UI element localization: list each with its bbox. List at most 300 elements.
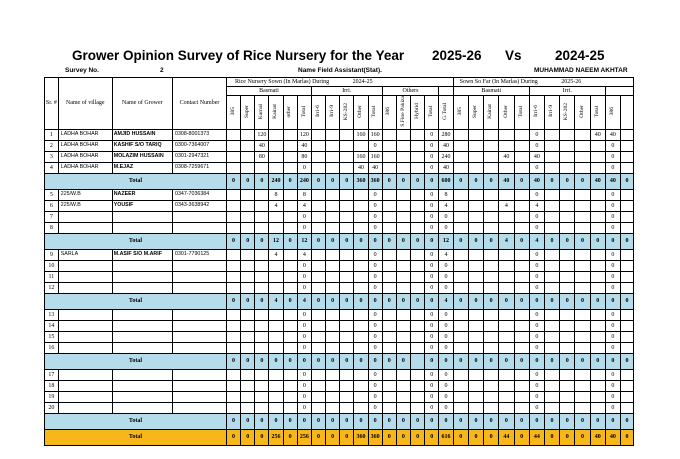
column-header-label: Total (593, 105, 600, 118)
cell-value: 0 (425, 331, 439, 342)
cell-value (354, 222, 368, 233)
cell-value (468, 260, 483, 271)
cell-value (255, 402, 269, 413)
cell-value (226, 320, 240, 331)
table-row (45, 151, 634, 162)
cell-value (382, 391, 396, 402)
cell-value (621, 380, 634, 391)
cell-value: 0 (297, 369, 311, 380)
cell-serial: 2 (45, 140, 59, 151)
cell-value (283, 260, 297, 271)
cell-value (311, 369, 325, 380)
table-row (45, 222, 634, 233)
cell-value (396, 391, 410, 402)
cell-value (255, 282, 269, 293)
cell-value (283, 320, 297, 331)
cell-value (326, 369, 340, 380)
cell-value: 0 (529, 140, 544, 151)
total-cell: 0 (425, 413, 439, 429)
total-cell: 0 (590, 233, 605, 249)
cell-value (621, 189, 634, 200)
cell-value: 0 (425, 222, 439, 233)
total-label: Total (45, 429, 227, 445)
cell-value: 0 (297, 271, 311, 282)
cell-value (575, 189, 590, 200)
title-vs: Vs (505, 48, 522, 63)
cell-value (575, 309, 590, 320)
cell-value (326, 331, 340, 342)
cell-value (269, 402, 283, 413)
total-cell: 0 (241, 173, 255, 189)
cell-value (544, 200, 559, 211)
cell-value (283, 151, 297, 162)
total-cell: 0 (544, 173, 559, 189)
cell-value (311, 380, 325, 391)
cell-value (382, 222, 396, 233)
cell-value (514, 222, 529, 233)
cell-contact (173, 222, 227, 233)
header-village: Name of village (58, 78, 112, 130)
cell-value: 0 (605, 282, 620, 293)
cell-value (453, 342, 468, 353)
total-cell: 0 (484, 429, 499, 445)
survey-table (44, 77, 634, 446)
cell-value: 40 (529, 151, 544, 162)
cell-village (58, 391, 112, 402)
total-cell: 0 (241, 429, 255, 445)
cell-value (560, 380, 575, 391)
total-cell: 40 (590, 429, 605, 445)
header-sr: Sr. # (45, 78, 59, 130)
total-cell: 0 (255, 413, 269, 429)
cell-value (544, 309, 559, 320)
cell-value (226, 140, 240, 151)
total-cell: 0 (514, 233, 529, 249)
cell-value (410, 222, 424, 233)
table-row (45, 200, 634, 211)
cell-value (396, 162, 410, 173)
column-header (396, 96, 410, 130)
cell-value: 40 (439, 140, 453, 151)
total-cell: 0 (382, 173, 396, 189)
cell-value (484, 320, 499, 331)
cell-value (396, 380, 410, 391)
cell-value (560, 271, 575, 282)
cell-value (560, 282, 575, 293)
cell-contact: 0301-7790125 (173, 249, 227, 260)
cell-value: 0 (529, 162, 544, 173)
header-irri-current: Irri. (529, 87, 605, 96)
cell-value: 8 (439, 189, 453, 200)
total-cell: 0 (425, 173, 439, 189)
subtotal-row (45, 233, 634, 249)
cell-value: 40 (590, 129, 605, 140)
total-cell: 0 (529, 353, 544, 369)
total-cell: 0 (311, 173, 325, 189)
cell-value (590, 369, 605, 380)
cell-value (226, 260, 240, 271)
cell-value (354, 211, 368, 222)
title-main: Grower Opinion Survey of Rice Nursery for the Year (72, 48, 405, 63)
cell-value: 0 (368, 369, 382, 380)
total-cell: 0 (425, 353, 439, 369)
cell-village (58, 342, 112, 353)
cell-value (311, 140, 325, 151)
cell-value (255, 320, 269, 331)
cell-value (269, 320, 283, 331)
total-cell: 0 (425, 233, 439, 249)
cell-value (590, 402, 605, 413)
cell-village (58, 402, 112, 413)
cell-value (283, 129, 297, 140)
cell-value (453, 331, 468, 342)
total-cell: 0 (544, 353, 559, 369)
cell-value (340, 260, 354, 271)
cell-value: 0 (439, 380, 453, 391)
column-header-label: Other (578, 105, 585, 118)
total-cell: 40 (590, 173, 605, 189)
cell-value (468, 320, 483, 331)
cell-value (340, 129, 354, 140)
cell-value: 0 (425, 260, 439, 271)
total-cell: 0 (439, 353, 453, 369)
cell-value (269, 309, 283, 320)
cell-value (453, 309, 468, 320)
cell-value (560, 222, 575, 233)
total-cell: 12 (297, 233, 311, 249)
cell-value (382, 380, 396, 391)
cell-value (544, 211, 559, 222)
cell-value (283, 282, 297, 293)
total-cell: 0 (499, 353, 514, 369)
cell-value: 0 (529, 331, 544, 342)
total-cell: 0 (605, 413, 620, 429)
cell-value: 0 (297, 222, 311, 233)
cell-value: 0 (605, 271, 620, 282)
total-cell: 0 (514, 429, 529, 445)
cell-value (468, 271, 483, 282)
cell-value (283, 222, 297, 233)
cell-value (269, 151, 283, 162)
cell-value: 0 (368, 200, 382, 211)
survey-meta (0, 67, 680, 77)
cell-grower (112, 331, 172, 342)
title-year-previous: 2024-25 (555, 48, 605, 63)
cell-value (484, 162, 499, 173)
cell-value: 4 (499, 200, 514, 211)
cell-value (311, 151, 325, 162)
total-cell: 0 (326, 233, 340, 249)
total-cell: 240 (297, 173, 311, 189)
cell-value (340, 189, 354, 200)
cell-value: 0 (605, 369, 620, 380)
column-header-label: Super (472, 104, 479, 118)
total-cell (410, 353, 424, 369)
cell-value (575, 282, 590, 293)
cell-value: 0 (297, 162, 311, 173)
total-cell: 0 (297, 353, 311, 369)
cell-value (382, 331, 396, 342)
cell-value (269, 331, 283, 342)
cell-value (382, 151, 396, 162)
cell-value (575, 369, 590, 380)
cell-value (621, 162, 634, 173)
total-cell: 40 (605, 429, 620, 445)
cell-value (621, 331, 634, 342)
cell-value (326, 402, 340, 413)
cell-value (382, 282, 396, 293)
cell-value: 0 (425, 380, 439, 391)
total-cell: 0 (255, 233, 269, 249)
cell-value (311, 282, 325, 293)
cell-value (241, 271, 255, 282)
total-cell: 0 (499, 413, 514, 429)
cell-value (484, 309, 499, 320)
total-label: Total (45, 173, 227, 189)
cell-value (396, 260, 410, 271)
column-header (529, 96, 544, 130)
cell-value (269, 260, 283, 271)
cell-value (484, 402, 499, 413)
total-cell: 0 (340, 293, 354, 309)
cell-value (468, 211, 483, 222)
total-cell: 0 (311, 413, 325, 429)
cell-value (514, 331, 529, 342)
cell-value (499, 369, 514, 380)
cell-value (453, 189, 468, 200)
cell-serial: 20 (45, 402, 59, 413)
cell-grower: AMJID HUSSAIN (112, 129, 172, 140)
cell-value (453, 391, 468, 402)
total-cell: 0 (544, 429, 559, 445)
column-header (226, 96, 240, 130)
cell-value (514, 342, 529, 353)
cell-value (255, 162, 269, 173)
total-cell: 0 (382, 413, 396, 429)
cell-value (484, 140, 499, 151)
cell-value (269, 162, 283, 173)
cell-value (499, 271, 514, 282)
cell-value (354, 331, 368, 342)
total-cell: 0 (621, 233, 634, 249)
total-cell: 0 (340, 353, 354, 369)
column-header-label: G.Total (442, 102, 449, 120)
cell-value: 4 (529, 200, 544, 211)
cell-value (560, 260, 575, 271)
total-cell: 0 (621, 429, 634, 445)
cell-value (590, 249, 605, 260)
cell-value (468, 391, 483, 402)
cell-value (514, 369, 529, 380)
cell-value: 0 (425, 342, 439, 353)
cell-village (58, 271, 112, 282)
cell-value (396, 320, 410, 331)
cell-value (396, 140, 410, 151)
cell-value (382, 309, 396, 320)
cell-value (575, 331, 590, 342)
cell-contact (173, 331, 227, 342)
cell-value (340, 342, 354, 353)
total-cell: 256 (297, 429, 311, 445)
cell-value (396, 309, 410, 320)
total-cell: 0 (382, 429, 396, 445)
cell-value: 0 (425, 282, 439, 293)
total-cell: 0 (368, 413, 382, 429)
column-header (439, 96, 453, 130)
cell-value (575, 380, 590, 391)
cell-value (514, 380, 529, 391)
total-cell: 0 (499, 293, 514, 309)
cell-grower (112, 260, 172, 271)
total-cell: 4 (499, 233, 514, 249)
cell-value: 0 (529, 260, 544, 271)
cell-village: LADHA BOHAR (58, 129, 112, 140)
field-assistant-label: Name Field Assistant(Stat). (298, 67, 382, 74)
total-cell: 0 (326, 413, 340, 429)
cell-value (453, 402, 468, 413)
cell-value (514, 151, 529, 162)
cell-value (499, 342, 514, 353)
total-cell: 0 (226, 233, 240, 249)
cell-value (575, 260, 590, 271)
cell-value: 40 (297, 140, 311, 151)
cell-value (453, 151, 468, 162)
cell-value (255, 211, 269, 222)
cell-value (544, 331, 559, 342)
cell-value (514, 309, 529, 320)
total-cell: 0 (468, 173, 483, 189)
cell-value (241, 189, 255, 200)
cell-value (326, 282, 340, 293)
cell-value (326, 320, 340, 331)
cell-value: 0 (529, 380, 544, 391)
cell-value: 0 (439, 342, 453, 353)
total-cell: 0 (241, 353, 255, 369)
cell-value (311, 222, 325, 233)
cell-value (241, 402, 255, 413)
cell-value (575, 249, 590, 260)
cell-value (311, 342, 325, 353)
cell-value (468, 151, 483, 162)
column-header-label: 386 (609, 107, 616, 116)
cell-serial: 17 (45, 369, 59, 380)
total-cell: 0 (560, 173, 575, 189)
total-cell: 0 (241, 413, 255, 429)
cell-value (255, 260, 269, 271)
cell-value (484, 391, 499, 402)
cell-village (58, 222, 112, 233)
cell-value (499, 162, 514, 173)
cell-value (226, 391, 240, 402)
cell-value (241, 260, 255, 271)
cell-value (514, 200, 529, 211)
cell-value (340, 309, 354, 320)
cell-village: LADHA BOHAR (58, 162, 112, 173)
total-cell: 44 (499, 429, 514, 445)
cell-value (354, 200, 368, 211)
column-header (340, 96, 354, 130)
total-label: Total (45, 293, 227, 309)
cell-value (410, 320, 424, 331)
cell-value: 0 (368, 309, 382, 320)
total-cell: 0 (311, 233, 325, 249)
cell-serial: 8 (45, 222, 59, 233)
total-label: Total (45, 233, 227, 249)
total-cell: 0 (605, 293, 620, 309)
cell-value (575, 271, 590, 282)
cell-value (241, 342, 255, 353)
cell-value (241, 331, 255, 342)
cell-contact (173, 402, 227, 413)
cell-value (241, 391, 255, 402)
cell-value: 0 (368, 391, 382, 402)
cell-value (340, 200, 354, 211)
cell-serial: 10 (45, 260, 59, 271)
cell-value: 0 (605, 331, 620, 342)
cell-value: 80 (255, 151, 269, 162)
cell-value (590, 222, 605, 233)
cell-value (560, 189, 575, 200)
cell-grower (112, 380, 172, 391)
cell-value (621, 391, 634, 402)
field-assistant-name: MUHAMMAD NAEEM AKHTAR (534, 67, 628, 74)
cell-value (590, 380, 605, 391)
cell-value (326, 162, 340, 173)
total-cell: 0 (453, 293, 468, 309)
total-cell: 0 (255, 429, 269, 445)
total-cell: 0 (575, 353, 590, 369)
cell-contact: 0308-7259671 (173, 162, 227, 173)
cell-value (241, 320, 255, 331)
total-cell: 0 (226, 353, 240, 369)
cell-value (621, 140, 634, 151)
total-cell: 0 (326, 429, 340, 445)
cell-contact (173, 320, 227, 331)
total-cell: 0 (425, 293, 439, 309)
total-cell: 0 (544, 233, 559, 249)
cell-serial: 5 (45, 189, 59, 200)
cell-value: 0 (425, 320, 439, 331)
column-header (255, 96, 269, 130)
header-group-previous-year: 2024-25 (352, 79, 373, 85)
total-cell: 0 (468, 429, 483, 445)
cell-value (575, 151, 590, 162)
cell-value: 0 (297, 309, 311, 320)
total-label: Total (45, 413, 227, 429)
total-cell: 0 (396, 413, 410, 429)
column-header (453, 96, 468, 130)
total-cell: 0 (560, 429, 575, 445)
cell-village: LADHA BOHAR (58, 140, 112, 151)
cell-value: 0 (605, 222, 620, 233)
cell-serial: 19 (45, 391, 59, 402)
total-cell: 600 (439, 173, 453, 189)
column-header-label: Other (357, 105, 364, 118)
cell-value: 0 (439, 369, 453, 380)
cell-value (499, 309, 514, 320)
cell-value (575, 162, 590, 173)
cell-grower: M.ASIF S/O M.ARIF (112, 249, 172, 260)
cell-value (226, 151, 240, 162)
cell-value (544, 402, 559, 413)
cell-value (226, 309, 240, 320)
cell-value: 160 (368, 129, 382, 140)
cell-value (453, 211, 468, 222)
cell-value (241, 211, 255, 222)
total-cell: 256 (269, 429, 283, 445)
cell-value: 0 (605, 211, 620, 222)
cell-value (499, 222, 514, 233)
